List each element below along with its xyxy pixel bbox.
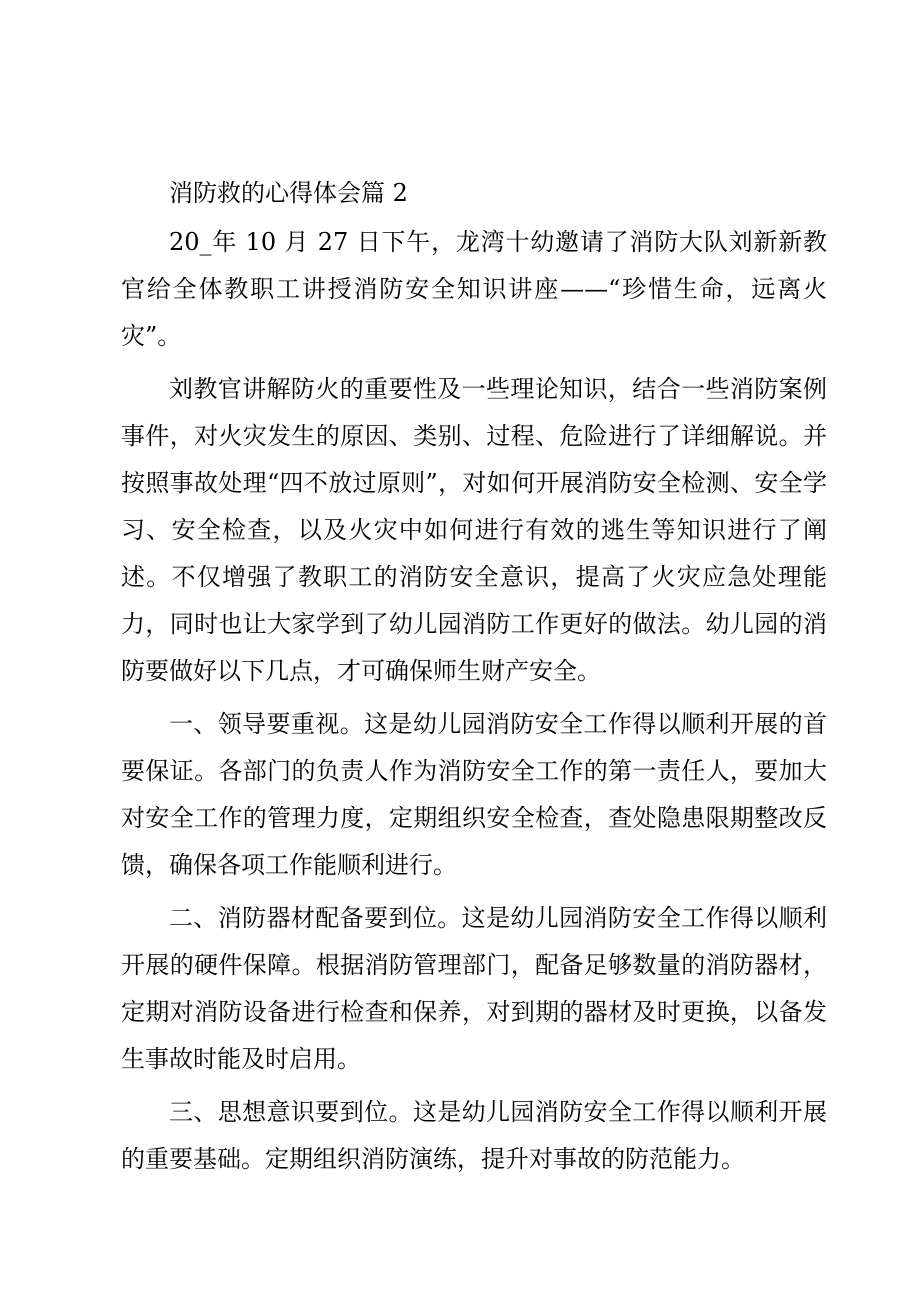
paragraph-lecture-summary: 刘教官讲解防火的重要性及一些理论知识，结合一些消防案例事件，对火灾发生的原因、类别、过程、危险进行了详细解说。并按照事故处理“四不放过原则”，对如何开展消防安全检测、安全学习、安全检查，以及火灾中如何进行有效的逃生等知识进行了阐述。不仅增强了教职工的消防安全意识，提高了火灾应急处理能力，同时也让大家学到了幼儿园消防工作更好的做法。幼儿园的消防要做好以下几点，才可确保师生财产安全。 [121,375,827,685]
paragraph-point-three: 三、思想意识要到位。这是幼儿园消防安全工作得以顺利开展的重要基础。定期组织消防演练，提升对事故的防范能力。 [121,1098,827,1173]
section-heading: 消防救的心得体会篇 2 [169,179,408,207]
paragraph-point-one: 一、领导要重视。这是幼儿园消防安全工作得以顺利开展的首要保证。各部门的负责人作为消防安全工作的第一责任人，要加大对安全工作的管理力度，定期组织安全检查，查处隐患限期整改反馈，确保各项工作能顺利进行。 [121,710,827,879]
paragraph-intro: 20_年 10 月 27 日下午，龙湾十幼邀请了消防大队刘新新教官给全体教职工讲授消防安全知识讲座——“珍惜生命，远离火灾”。 [121,228,827,350]
paragraph-point-two: 二、消防器材配备要到位。这是幼儿园消防安全工作得以顺利开展的硬件保障。根据消防管理部门，配备足够数量的消防器材，定期对消防设备进行检查和保养，对到期的器材及时更换，以备发生事故时能及时启用。 [121,904,827,1073]
document-body [121,170,827,1189]
